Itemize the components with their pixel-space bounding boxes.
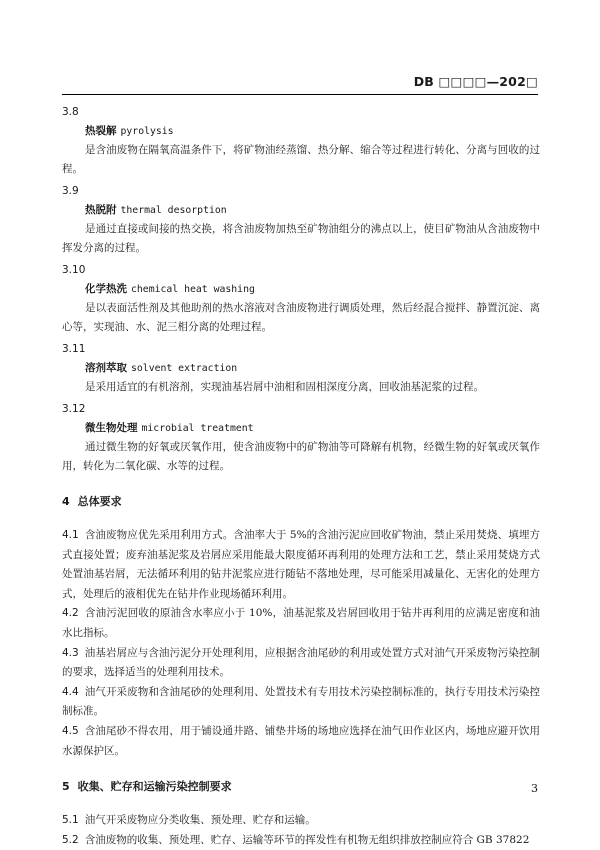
page-number: 3 <box>531 782 538 795</box>
clause <box>62 644 540 683</box>
clause-number: 4.1 <box>62 529 79 541</box>
term-title <box>62 419 540 438</box>
term-entry <box>62 261 540 337</box>
term-title <box>62 280 540 299</box>
term-zh: 溶剂萃取 <box>85 362 127 374</box>
term-definition: 是含油废物在隔氧高温条件下，将矿物油经蒸馏、热分解、缩合等过程进行转化、分离与回收的过程。 <box>62 144 540 175</box>
clause-number: 4.5 <box>62 724 79 737</box>
clause-text: 含油污泥回收的原油含水率应小于 10%，油基泥浆及岩屑回收用于钻井再利用的应满足密度和油水比指标。 <box>62 607 540 639</box>
clause <box>62 683 540 722</box>
term-en: thermal desorption <box>120 205 227 216</box>
clause <box>62 831 540 850</box>
clause <box>62 811 540 831</box>
term-entry <box>62 103 540 179</box>
clause <box>62 526 540 604</box>
term-definition: 是采用适宜的有机溶剂，实现油基岩屑中油相和固相深度分离，回收油基泥浆的过程。 <box>85 381 484 393</box>
term-entry <box>62 340 540 397</box>
clause <box>62 604 540 643</box>
term-number: 3.10 <box>62 264 86 276</box>
clause-text: 含油尾砂不得农用，用于铺设通井路、铺垫井场的场地应选择在油气田作业区内，场地应避开饮用水源保护区。 <box>62 724 540 757</box>
clause-number: 4.2 <box>62 607 79 620</box>
term-en: pyrolysis <box>120 126 174 137</box>
term-zh: 微生物处理 <box>85 422 138 434</box>
term-title <box>62 359 540 378</box>
term-number: 3.12 <box>62 403 86 415</box>
term-number: 3.8 <box>62 106 79 118</box>
term-number: 3.11 <box>62 343 86 355</box>
clause <box>62 722 540 761</box>
clause-number: 5.2 <box>62 833 79 846</box>
clause-text: 油气开采废物应分类收集、预处理、贮存和运输。 <box>84 814 316 827</box>
term-en: chemical heat washing <box>131 284 255 295</box>
document-code: DB □□□□—202□ <box>413 74 538 89</box>
clause-text: 油基岩屑应与含油污泥分开处理利用，应根据含油尾砂的利用或处置方式对油气开采废物污染控制的要求，选择适当的处理利用技术。 <box>62 646 540 679</box>
term-title <box>62 122 540 141</box>
term-zh: 化学热洗 <box>85 283 127 295</box>
section-heading <box>62 777 540 797</box>
section-title: 总体要求 <box>77 495 122 508</box>
document-body <box>62 100 540 850</box>
header-rule <box>62 94 538 95</box>
section-number: 5 <box>62 780 70 794</box>
section-number: 4 <box>62 495 70 508</box>
term-entry <box>62 182 540 258</box>
term-definition: 是通过直接或间接的热交换，将含油废物加热至矿物油组分的沸点以上，使目矿物油从含油废物中挥发分离的过程。 <box>62 223 540 254</box>
term-en: solvent extraction <box>131 363 238 374</box>
term-zh: 热脱附 <box>85 204 117 216</box>
section-title: 收集、贮存和运输污染控制要求 <box>77 780 232 794</box>
term-definition: 是以表面活性剂及其他助剂的热水溶液对含油废物进行调质处理，然后经混合搅拌、静置沉淀、离心等，实现油、水、泥三相分离的处理过程。 <box>62 302 540 333</box>
term-entry <box>62 400 540 476</box>
clause-text: 含油废物应优先采用利用方式。含油率大于 5%的含油污泥应回收矿物油，禁止采用焚烧、填埋方式直接处置；废弃油基泥浆及岩屑应采用能最大限度循环再利用的处理方法和工艺，禁止采用焚烧方式处置油基岩屑，无法循环利用的钻井泥浆应进行随钻不落地处理，尽可能采用减量化、无害化的处理方式，处理后的液相优先在钻井作业现场循环利用。 <box>62 529 540 600</box>
term-number: 3.9 <box>62 185 79 197</box>
clause-number: 4.3 <box>62 646 79 659</box>
term-title <box>62 201 540 220</box>
clause-number: 4.4 <box>62 685 79 698</box>
term-en: microbial treatment <box>141 423 254 434</box>
section-heading <box>62 492 540 512</box>
clause-number: 5.1 <box>62 814 79 827</box>
clause-text: 油气开采废物和含油尾砂的处理利用、处置技术有专用技术污染控制标准的，执行专用技术污染控制标准。 <box>62 685 540 718</box>
term-definition: 通过微生物的好氧或厌氧作用，使含油废物中的矿物油等可降解有机物，经微生物的好氧或厌氧作用，转化为二氧化碳、水等的过程。 <box>62 441 540 472</box>
term-zh: 热裂解 <box>85 125 117 137</box>
clause-text: 含油废物的收集、预处理、贮存、运输等环节的挥发性有机物无组织排放控制应符合 GB 37822 <box>84 833 530 846</box>
